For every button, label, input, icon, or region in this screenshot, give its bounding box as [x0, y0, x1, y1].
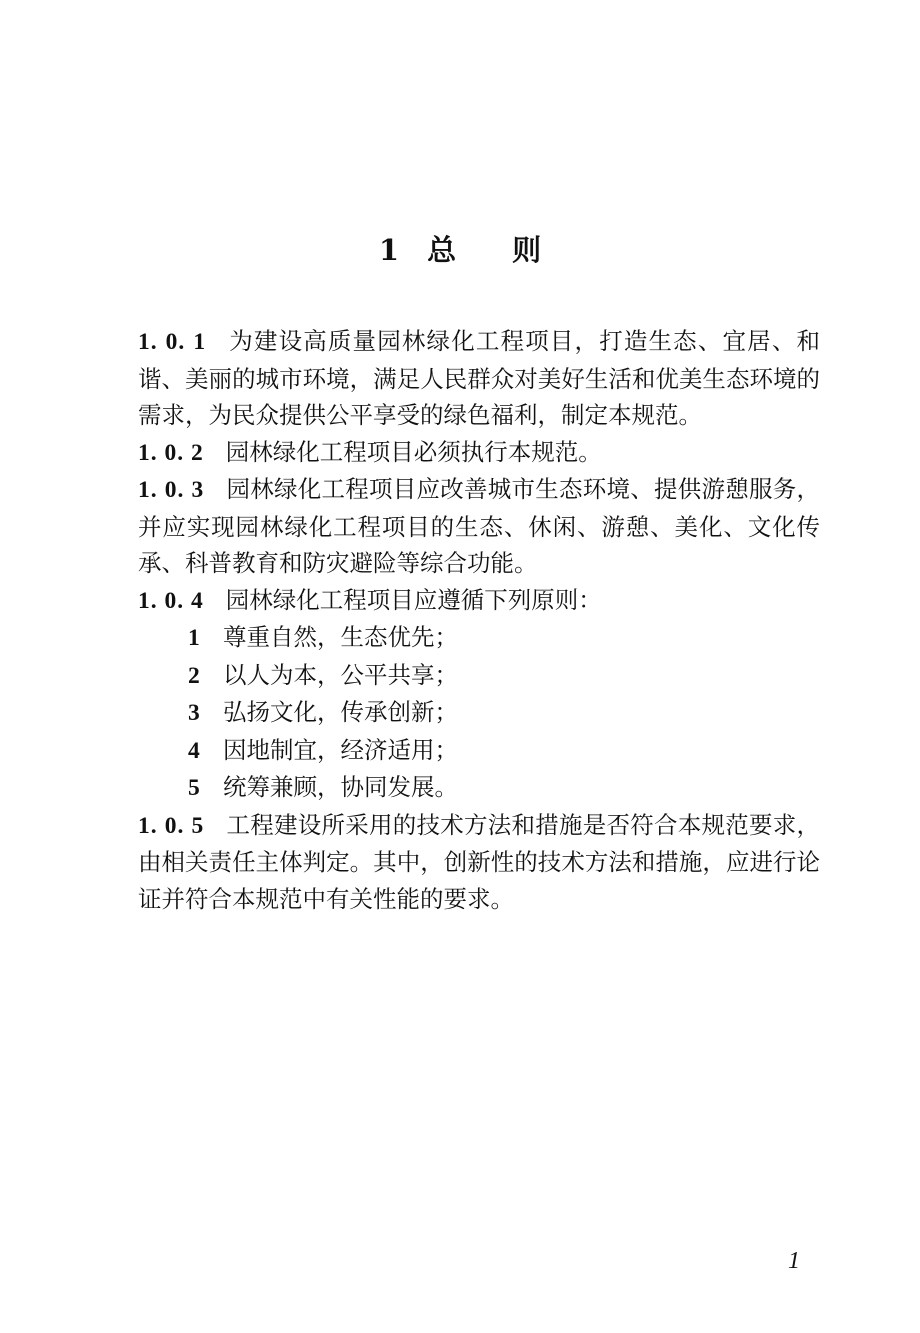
- principle-item: [138, 694, 820, 732]
- principle-item: [138, 657, 820, 695]
- clause-number: 1. 0. 4: [138, 587, 204, 614]
- principle-text: 因地制宜，经济适用；: [223, 735, 458, 764]
- chapter-number: 1: [378, 233, 400, 267]
- clause-number: 1. 0. 1: [138, 329, 207, 355]
- clause-1-0-3: [138, 471, 820, 582]
- clause-text: 园林绿化工程项目应遵循下列原则：: [225, 585, 602, 614]
- principle-text: 弘扬文化，传承创新；: [223, 698, 458, 726]
- clause-number: 1. 0. 2: [138, 439, 204, 466]
- principle-text: 统筹兼顾，协同发展。: [223, 773, 458, 801]
- clause-text: 园林绿化工程项目必须执行本规范。: [225, 437, 602, 466]
- clause-number: 1. 0. 5: [138, 812, 205, 839]
- principle-item: [138, 769, 820, 807]
- clause-1-0-4: [138, 582, 820, 620]
- clause-text: 工程建设所采用的技术方法和措施是否符合本规范要求，由相关责任主体判定。其中，创新性的技术方法和措施，应进行论证并符合本规范中有关性能的要求。: [138, 810, 820, 913]
- clause-1-0-2: [138, 434, 820, 472]
- clause-text: 园林绿化工程项目应改善城市生态环境、提供游憩服务，并应实现园林绿化工程项目的生态、休闲、游憩、美化、文化传承、科普教育和防灾避险等综合功能。: [138, 475, 820, 577]
- chapter-title-part2: 则: [512, 233, 542, 267]
- principle-number: 1: [188, 625, 200, 651]
- principle-number: 4: [188, 737, 200, 764]
- clause-1-0-1: [138, 323, 820, 434]
- principle-number: 5: [188, 775, 200, 801]
- page-number: 1: [788, 1248, 800, 1274]
- clause-text: 为建设高质量园林绿化工程项目，打造生态、宜居、和谐、美丽的城市环境，满足人民群众对美好生活和优美生态环境的需求，为民众提供公平享受的绿色福利，制定本规范。: [138, 327, 821, 429]
- principle-number: 2: [188, 662, 200, 689]
- principle-item: [138, 619, 820, 657]
- chapter-title-part1: 总: [427, 233, 457, 267]
- principle-number: 3: [188, 700, 200, 726]
- chapter-title: [0, 228, 920, 272]
- principle-text: 以人为本，公平共享；: [223, 660, 458, 689]
- principle-item: [138, 732, 820, 770]
- chapter-body: [138, 323, 820, 917]
- clause-number: 1. 0. 3: [138, 477, 205, 503]
- principle-text: 尊重自然，生态优先；: [223, 623, 458, 651]
- clause-1-0-5: [138, 807, 820, 918]
